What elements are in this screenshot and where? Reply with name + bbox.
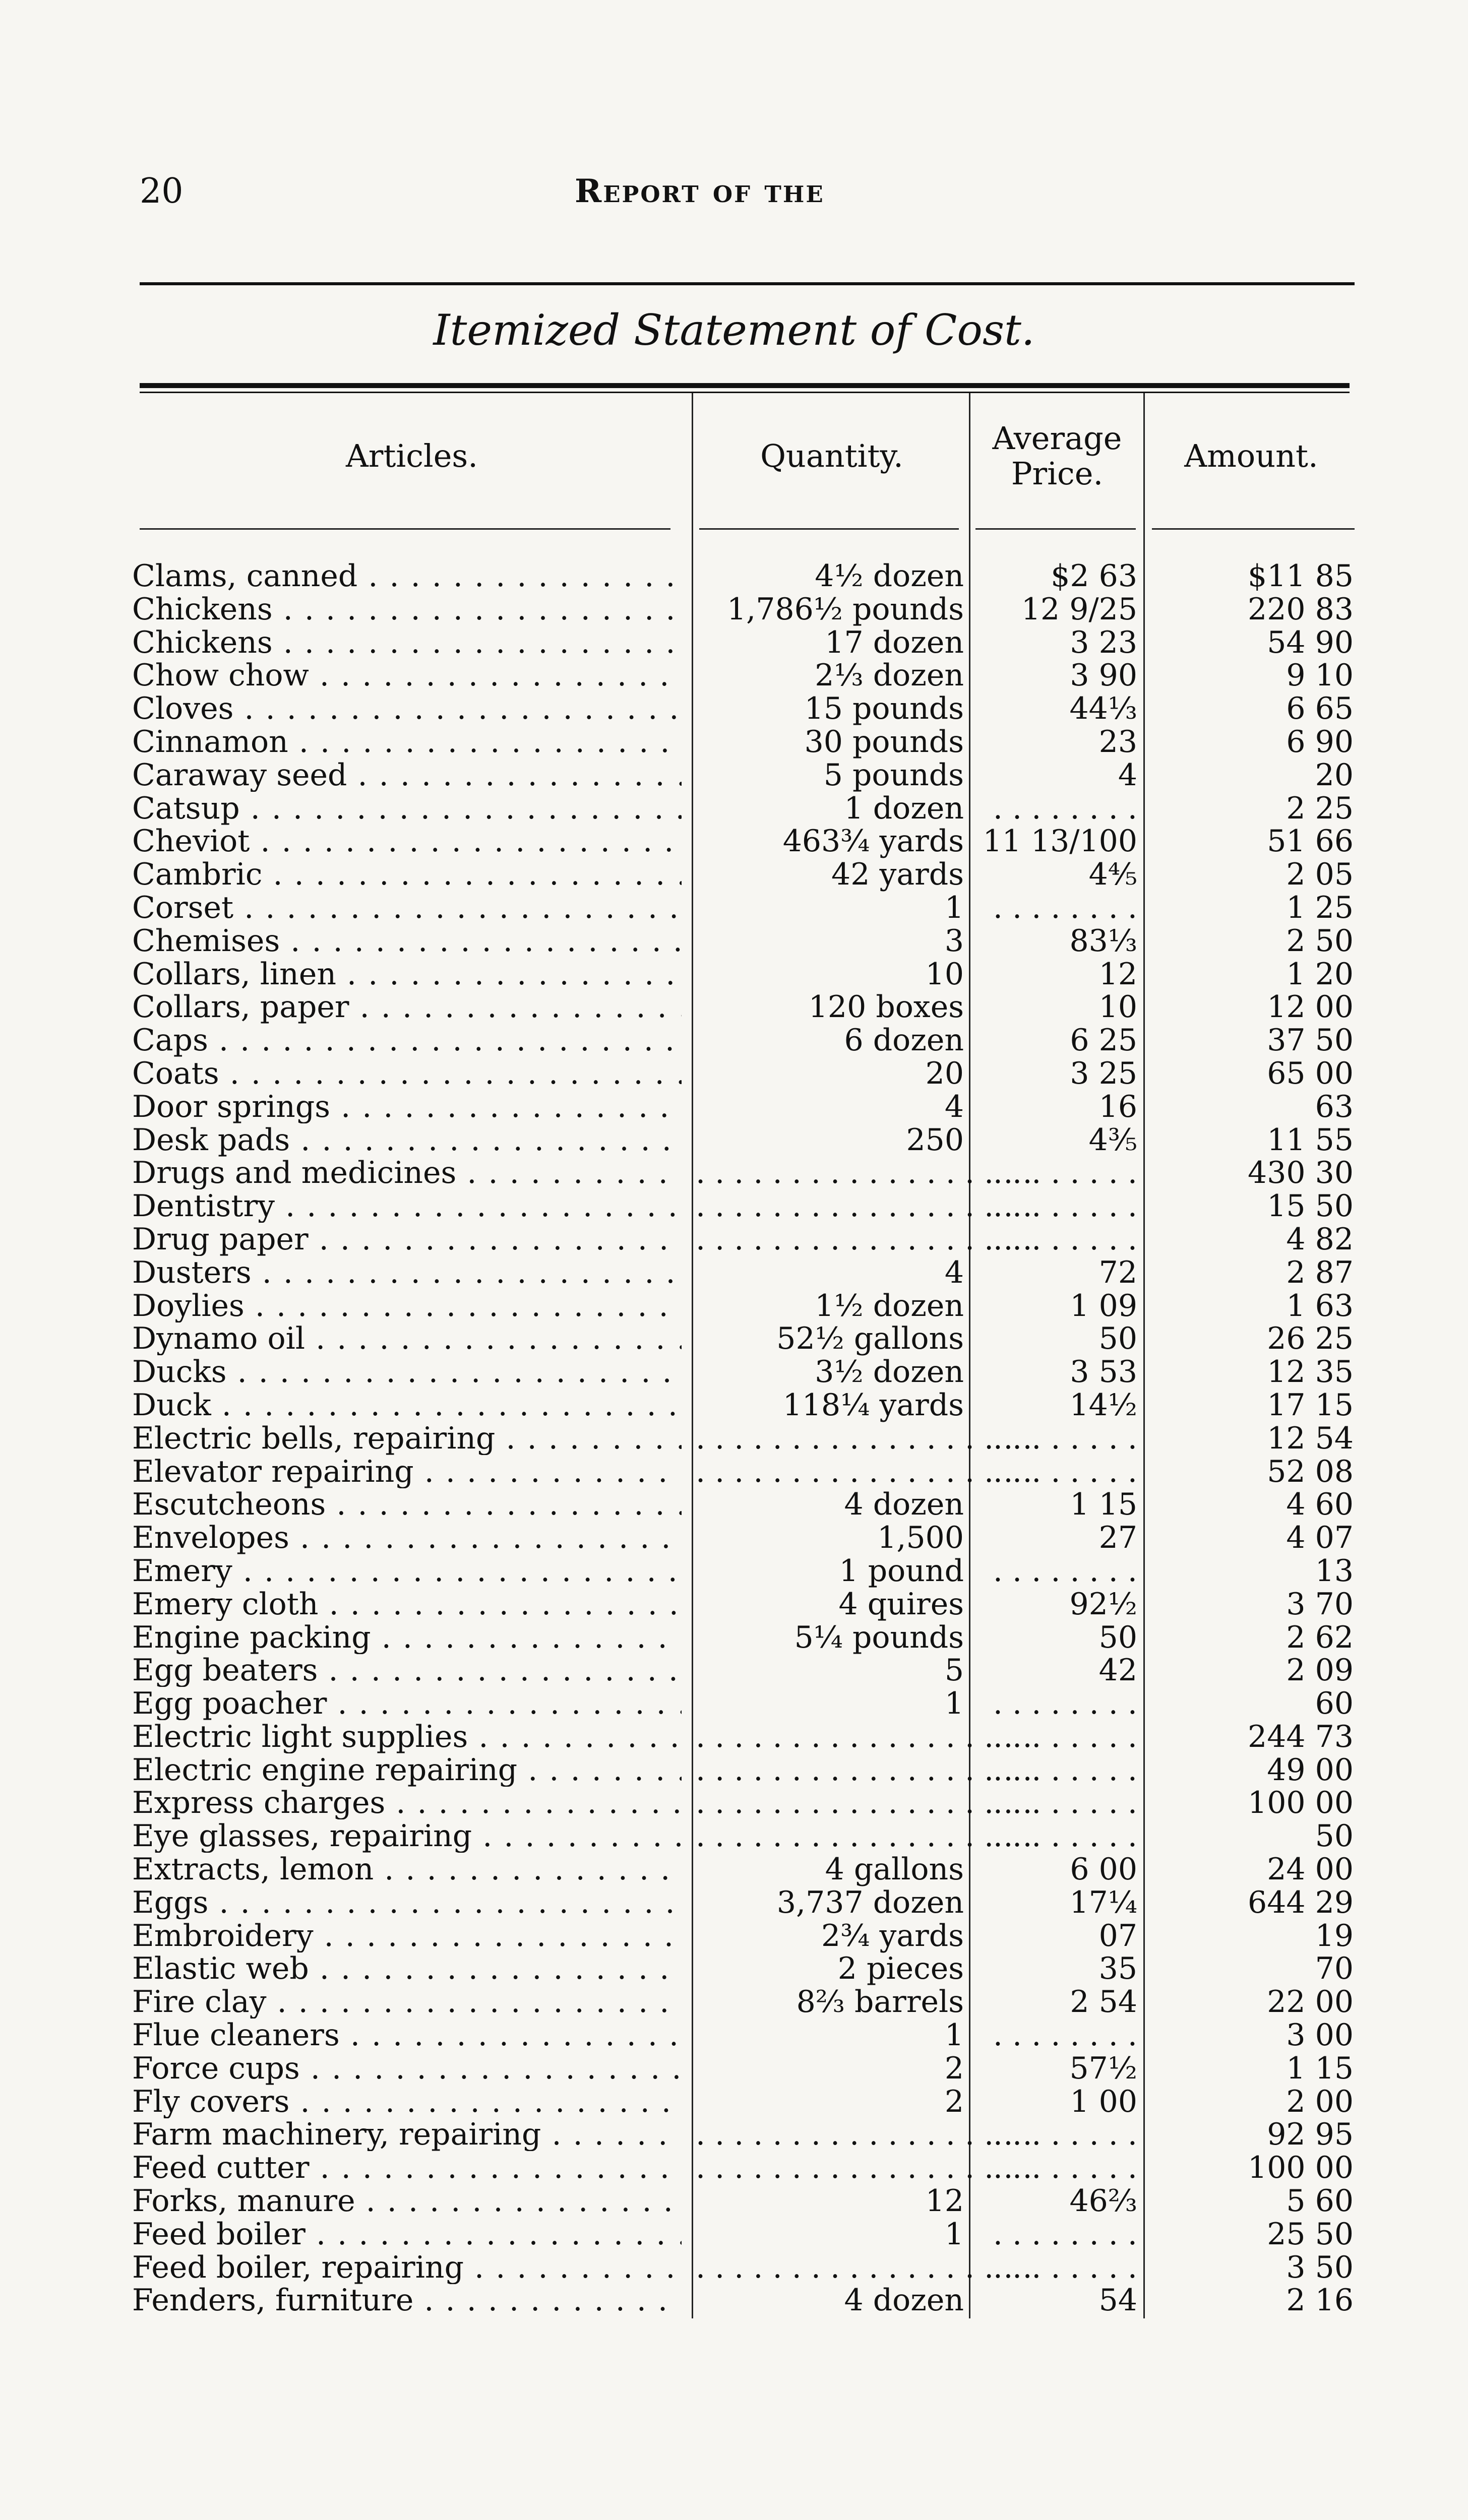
- amount-cell: 4 07: [1286, 1520, 1354, 1556]
- price-cell: 1 09: [1070, 1288, 1137, 1324]
- article-cell: Cheviot . . .: [132, 825, 682, 858]
- price-cell: 10: [1098, 989, 1137, 1025]
- quantity-cell: 4½ dozen: [815, 558, 964, 594]
- price-cell: . . . . . . . .: [993, 2216, 1137, 2252]
- table-row: [0, 1786, 1468, 1819]
- article-cell: Escutcheons . . .: [132, 1488, 682, 1521]
- amount-cell: 65 00: [1267, 1055, 1354, 1091]
- price-cell: . . . . . . . .: [993, 890, 1137, 925]
- quantity-cell: 2: [944, 2050, 964, 2086]
- statement-title: Itemized Statement of Cost.: [433, 305, 1035, 355]
- amount-cell: $11 85: [1248, 558, 1354, 594]
- amount-cell: 25 50: [1267, 2216, 1354, 2252]
- price-cell: . . . . . . . .: [993, 790, 1137, 826]
- price-cell: 54: [1098, 2283, 1137, 2318]
- table-top-rule: [140, 383, 1350, 388]
- table-row: [0, 792, 1468, 825]
- amount-cell: 52 08: [1267, 1454, 1354, 1489]
- price-cell: 27: [1098, 1520, 1137, 1556]
- amount-cell: 430 30: [1248, 1155, 1354, 1191]
- quantity-cell: . . . . . . . . . . . . . . . . . .: [696, 1454, 1032, 1489]
- price-cell: 11 13/100: [983, 824, 1137, 859]
- article-cell: Drug paper . . .: [132, 1223, 682, 1256]
- article-cell: Chickens . . .: [132, 593, 682, 626]
- quantity-cell: 5 pounds: [823, 757, 964, 793]
- table-row: [0, 1819, 1468, 1853]
- table-row: [0, 626, 1468, 659]
- amount-cell: 12 35: [1267, 1354, 1354, 1390]
- quantity-cell: 4 dozen: [844, 1487, 964, 1523]
- quantity-cell: 42 yards: [831, 857, 964, 893]
- quantity-cell: 17 dozen: [825, 624, 964, 660]
- price-cell: 57½: [1069, 2050, 1137, 2086]
- article-cell: Electric light supplies . . .: [132, 1720, 682, 1753]
- quantity-cell: 4 dozen: [844, 2283, 964, 2318]
- quantity-cell: 2¾ yards: [821, 1918, 964, 1954]
- column-header-articles: Articles.: [346, 437, 478, 474]
- table-row: [0, 2151, 1468, 2184]
- table-row: [0, 1521, 1468, 1554]
- quantity-cell: . . . . . . . . . . . . . . . . . .: [696, 2117, 1032, 2153]
- quantity-cell: . . . . . . . . . . . . . . . . . .: [696, 1420, 1032, 1456]
- price-cell: 07: [1098, 1918, 1137, 1954]
- article-cell: Force cups . . .: [132, 2052, 682, 2085]
- amount-cell: 2 09: [1286, 1653, 1354, 1688]
- quantity-cell: 4: [944, 1089, 964, 1124]
- amount-cell: 3 50: [1286, 2249, 1354, 2285]
- table-row: [0, 725, 1468, 759]
- article-cell: Door springs . . .: [132, 1090, 682, 1123]
- price-cell: . . . . . . . .: [993, 2117, 1137, 2153]
- article-cell: Eye glasses, repairing . . .: [132, 1819, 682, 1853]
- price-cell: 1 00: [1070, 2084, 1137, 2119]
- amount-cell: 3 70: [1286, 1586, 1354, 1622]
- quantity-cell: 4 gallons: [825, 1852, 964, 1887]
- price-cell: . . . . . . . .: [993, 2249, 1137, 2285]
- table-row: [0, 1189, 1468, 1223]
- price-cell: . . . . . . . .: [993, 2018, 1137, 2053]
- article-cell: Engine packing . . .: [132, 1621, 682, 1654]
- article-cell: Farm machinery, repairing . . .: [132, 2118, 682, 2151]
- quantity-cell: 1,786½ pounds: [726, 591, 964, 627]
- amount-cell: 6 90: [1286, 724, 1354, 760]
- amount-cell: 2 00: [1286, 2084, 1354, 2119]
- article-cell: Fire clay . . .: [132, 1985, 682, 2019]
- price-cell: $2 63: [1051, 558, 1137, 594]
- table-row: [0, 1886, 1468, 1919]
- table-row: [0, 2251, 1468, 2284]
- price-cell: 6 00: [1070, 1852, 1137, 1887]
- table-row: [0, 692, 1468, 725]
- article-cell: Embroidery . . .: [132, 1919, 682, 1952]
- article-cell: Collars, paper . . .: [132, 990, 682, 1024]
- quantity-cell: 3,737 dozen: [776, 1884, 964, 1920]
- price-cell: . . . . . . . .: [993, 1818, 1137, 1854]
- price-cell: 50: [1098, 1619, 1137, 1655]
- article-cell: Eggs . . .: [132, 1886, 682, 1919]
- amount-cell: 12 54: [1267, 1420, 1354, 1456]
- quantity-cell: . . . . . . . . . . . . . . . . . .: [696, 1752, 1032, 1788]
- table-row: [0, 1256, 1468, 1289]
- quantity-cell: 4 quires: [838, 1586, 964, 1622]
- article-cell: Fenders, furniture . . .: [132, 2284, 682, 2317]
- table-row: [0, 593, 1468, 626]
- amount-cell: 11 55: [1267, 1122, 1354, 1158]
- price-cell: 42: [1098, 1653, 1137, 1688]
- page-number: 20: [140, 171, 184, 211]
- amount-cell: 24 00: [1267, 1852, 1354, 1887]
- amount-cell: 1 25: [1286, 890, 1354, 925]
- table-row: [0, 1588, 1468, 1621]
- table-row: [0, 1289, 1468, 1322]
- price-cell: 3 90: [1070, 658, 1137, 694]
- table-row: [0, 825, 1468, 858]
- amount-cell: 50: [1315, 1818, 1354, 1854]
- table-row: [0, 958, 1468, 991]
- table-row: [0, 659, 1468, 692]
- article-cell: Envelopes . . .: [132, 1521, 682, 1554]
- table-row: [0, 2284, 1468, 2317]
- amount-cell: 5 60: [1286, 2183, 1354, 2219]
- article-cell: Feed boiler . . .: [132, 2218, 682, 2251]
- table-row: [0, 1621, 1468, 1654]
- table-row: [0, 891, 1468, 924]
- table-row: [0, 924, 1468, 958]
- header-underline: [975, 528, 1136, 530]
- quantity-cell: 1½ dozen: [815, 1288, 964, 1324]
- quantity-cell: 5¼ pounds: [794, 1619, 964, 1655]
- price-cell: 92½: [1069, 1586, 1137, 1622]
- quantity-cell: 6 dozen: [844, 1023, 964, 1058]
- amount-cell: 3 00: [1286, 2018, 1354, 2053]
- table-row: [0, 1355, 1468, 1389]
- article-cell: Forks, manure . . .: [132, 2184, 682, 2218]
- price-cell: 83⅓: [1069, 923, 1137, 959]
- article-cell: Coats . . .: [132, 1057, 682, 1090]
- price-cell: 3 53: [1070, 1354, 1137, 1390]
- table-row: [0, 1554, 1468, 1588]
- price-cell: 3 25: [1070, 1055, 1137, 1091]
- quantity-cell: 3: [944, 923, 964, 959]
- quantity-cell: . . . . . . . . . . . . . . . . . .: [696, 1785, 1032, 1821]
- table-row: [0, 2184, 1468, 2218]
- price-cell: 50: [1098, 1321, 1137, 1357]
- amount-cell: 63: [1315, 1089, 1354, 1124]
- cost-table-body: [0, 559, 1468, 2317]
- table-row: [0, 2052, 1468, 2085]
- amount-cell: 70: [1315, 1951, 1354, 1987]
- table-row: [0, 1223, 1468, 1256]
- quantity-cell: 120 boxes: [808, 989, 964, 1025]
- header-underline: [1152, 528, 1355, 530]
- quantity-cell: 3½ dozen: [815, 1354, 964, 1390]
- table-row: [0, 2019, 1468, 2052]
- amount-cell: 644 29: [1248, 1884, 1354, 1920]
- amount-cell: 2 05: [1286, 857, 1354, 893]
- article-cell: Elastic web . . .: [132, 1952, 682, 1985]
- quantity-cell: . . . . . . . . . . . . . . . . . .: [696, 1818, 1032, 1854]
- header-underline: [140, 528, 670, 530]
- price-cell: 46⅔: [1069, 2183, 1137, 2219]
- amount-cell: 2 87: [1286, 1254, 1354, 1290]
- article-cell: Collars, linen . . .: [132, 958, 682, 991]
- table-row: [0, 990, 1468, 1024]
- table-row: [0, 559, 1468, 593]
- price-cell: . . . . . . . .: [993, 1553, 1137, 1589]
- table-row: [0, 1753, 1468, 1787]
- article-cell: Fly covers . . .: [132, 2085, 682, 2118]
- amount-cell: 12 00: [1267, 989, 1354, 1025]
- table-row: [0, 1985, 1468, 2019]
- quantity-cell: . . . . . . . . . . . . . . . . . .: [696, 1221, 1032, 1257]
- amount-cell: 2 50: [1286, 923, 1354, 959]
- amount-cell: 22 00: [1267, 1984, 1354, 2020]
- article-cell: Elevator repairing . . .: [132, 1455, 682, 1488]
- article-cell: Duck . . .: [132, 1389, 682, 1422]
- quantity-cell: 12: [925, 2183, 964, 2219]
- quantity-cell: 30 pounds: [804, 724, 964, 760]
- price-cell: . . . . . . . .: [993, 1752, 1137, 1788]
- quantity-cell: 5: [944, 1653, 964, 1688]
- article-cell: Dusters . . .: [132, 1256, 682, 1289]
- article-cell: Clams, canned . . .: [132, 559, 682, 593]
- article-cell: Drugs and medicines . . .: [132, 1156, 682, 1189]
- article-cell: Emery . . .: [132, 1554, 682, 1588]
- article-cell: Catsup . . .: [132, 792, 682, 825]
- price-cell: 4: [1118, 757, 1137, 793]
- amount-cell: 37 50: [1267, 1023, 1354, 1058]
- price-cell: . . . . . . . .: [993, 1420, 1137, 1456]
- table-row: [0, 1455, 1468, 1488]
- amount-cell: 1 63: [1286, 1288, 1354, 1324]
- article-cell: Cambric . . .: [132, 858, 682, 891]
- column-header-average-price: Average Price.: [992, 420, 1122, 492]
- price-cell: 12: [1098, 956, 1137, 992]
- article-cell: Egg poacher . . .: [132, 1687, 682, 1720]
- article-cell: Feed cutter . . .: [132, 2151, 682, 2184]
- price-cell: 4⅘: [1088, 857, 1137, 893]
- price-cell: 72: [1098, 1254, 1137, 1290]
- table-row: [0, 1422, 1468, 1455]
- amount-cell: 2 25: [1286, 790, 1354, 826]
- quantity-cell: 52½ gallons: [776, 1321, 964, 1357]
- quantity-cell: . . . . . . . . . . . . . . . . . .: [696, 1188, 1032, 1224]
- table-row: [0, 1654, 1468, 1687]
- quantity-cell: 10: [925, 956, 964, 992]
- price-cell: . . . . . . . .: [993, 1719, 1137, 1754]
- price-cell: 3 23: [1070, 624, 1137, 660]
- quantity-cell: . . . . . . . . . . . . . . . . . .: [696, 2150, 1032, 2186]
- table-row: [0, 1090, 1468, 1123]
- quantity-cell: 2: [944, 2084, 964, 2119]
- article-cell: Corset . . .: [132, 891, 682, 924]
- amount-cell: 20: [1315, 757, 1354, 793]
- article-cell: Feed boiler, repairing . . .: [132, 2251, 682, 2284]
- table-top-rule-thin: [140, 392, 1350, 393]
- article-cell: Dentistry . . .: [132, 1189, 682, 1223]
- price-cell: 6 25: [1070, 1023, 1137, 1058]
- amount-cell: 2 16: [1286, 2283, 1354, 2318]
- column-header-amount: Amount.: [1184, 437, 1318, 474]
- article-cell: Express charges . . .: [132, 1786, 682, 1819]
- table-row: [0, 1322, 1468, 1355]
- price-cell: 16: [1098, 1089, 1137, 1124]
- article-cell: Caraway seed . . .: [132, 759, 682, 792]
- amount-cell: 26 25: [1267, 1321, 1354, 1357]
- amount-cell: 13: [1315, 1553, 1354, 1589]
- header-rule: [140, 282, 1355, 285]
- table-row: [0, 1123, 1468, 1157]
- price-cell: 4⅗: [1088, 1122, 1137, 1158]
- price-cell: . . . . . . . .: [993, 1454, 1137, 1489]
- table-row: [0, 1720, 1468, 1753]
- price-cell: 23: [1098, 724, 1137, 760]
- price-cell: 35: [1098, 1951, 1137, 1987]
- amount-cell: 220 83: [1248, 591, 1354, 627]
- quantity-cell: 2⅓ dozen: [815, 658, 964, 694]
- amount-cell: 19: [1315, 1918, 1354, 1954]
- table-row: [0, 1952, 1468, 1985]
- amount-cell: 51 66: [1267, 824, 1354, 859]
- article-cell: Electric engine repairing . . .: [132, 1753, 682, 1787]
- amount-cell: 244 73: [1248, 1719, 1354, 1754]
- table-row: [0, 1488, 1468, 1521]
- quantity-cell: . . . . . . . . . . . . . . . . . .: [696, 2249, 1032, 2285]
- header-underline: [699, 528, 959, 530]
- quantity-cell: 1: [944, 2216, 964, 2252]
- quantity-cell: . . . . . . . . . . . . . . . . . .: [696, 1719, 1032, 1754]
- table-row: [0, 2085, 1468, 2118]
- article-cell: Desk pads . . .: [132, 1123, 682, 1157]
- table-row: [0, 1024, 1468, 1057]
- quantity-cell: 250: [906, 1122, 964, 1158]
- amount-cell: 9 10: [1286, 658, 1354, 694]
- column-header-quantity: Quantity.: [760, 437, 903, 474]
- amount-cell: 60: [1315, 1686, 1354, 1722]
- quantity-cell: 2 pieces: [837, 1951, 964, 1987]
- amount-cell: 54 90: [1267, 624, 1354, 660]
- amount-cell: 1 20: [1286, 956, 1354, 992]
- article-cell: Dynamo oil . . .: [132, 1322, 682, 1355]
- quantity-cell: 20: [925, 1055, 964, 1091]
- amount-cell: 6 65: [1286, 691, 1354, 727]
- amount-cell: 2 62: [1286, 1619, 1354, 1655]
- table-row: [0, 2118, 1468, 2151]
- price-cell: . . . . . . . .: [993, 1785, 1137, 1821]
- price-cell: . . . . . . . .: [993, 1686, 1137, 1722]
- quantity-cell: 1 pound: [839, 1553, 964, 1589]
- article-cell: Chemises . . .: [132, 924, 682, 958]
- article-cell: Chickens . . .: [132, 626, 682, 659]
- quantity-cell: 463¾ yards: [782, 824, 964, 859]
- quantity-cell: 1,500: [877, 1520, 964, 1556]
- amount-cell: 17 15: [1267, 1387, 1354, 1423]
- article-cell: Egg beaters . . .: [132, 1654, 682, 1687]
- article-cell: Cinnamon . . .: [132, 725, 682, 759]
- quantity-cell: 8⅔ barrels: [796, 1984, 964, 2020]
- table-row: [0, 1389, 1468, 1422]
- price-cell: . . . . . . . .: [993, 1221, 1137, 1257]
- article-cell: Caps . . .: [132, 1024, 682, 1057]
- article-cell: Flue cleaners . . .: [132, 2019, 682, 2052]
- article-cell: Extracts, lemon . . .: [132, 1853, 682, 1886]
- amount-cell: 4 60: [1286, 1487, 1354, 1523]
- amount-cell: 49 00: [1267, 1752, 1354, 1788]
- quantity-cell: 15 pounds: [804, 691, 964, 727]
- article-cell: Electric bells, repairing . . .: [132, 1422, 682, 1455]
- amount-cell: 15 50: [1267, 1188, 1354, 1224]
- table-row: [0, 1057, 1468, 1090]
- table-row: [0, 2218, 1468, 2251]
- table-row: [0, 1687, 1468, 1720]
- table-row: [0, 1156, 1468, 1189]
- quantity-cell: 1 dozen: [844, 790, 964, 826]
- amount-cell: 100 00: [1248, 1785, 1354, 1821]
- quantity-cell: 1: [944, 2018, 964, 2053]
- price-cell: . . . . . . . .: [993, 1188, 1137, 1224]
- quantity-cell: 1: [944, 890, 964, 925]
- price-cell: 44⅓: [1069, 691, 1137, 727]
- price-cell: 2 54: [1070, 1984, 1137, 2020]
- price-cell: . . . . . . . .: [993, 2150, 1137, 2186]
- amount-cell: 92 95: [1267, 2117, 1354, 2153]
- amount-cell: 1 15: [1286, 2050, 1354, 2086]
- running-head: Report of the: [575, 172, 825, 210]
- quantity-cell: 118¼ yards: [782, 1387, 964, 1423]
- table-row: [0, 759, 1468, 792]
- price-cell: 14½: [1069, 1387, 1137, 1423]
- price-cell: 1 15: [1070, 1487, 1137, 1523]
- price-cell: . . . . . . . .: [993, 1155, 1137, 1191]
- article-cell: Emery cloth . . .: [132, 1588, 682, 1621]
- article-cell: Doylies . . .: [132, 1289, 682, 1322]
- quantity-cell: . . . . . . . . . . . . . . . . . .: [696, 1155, 1032, 1191]
- price-cell: 12 9/25: [1021, 591, 1137, 627]
- table-row: [0, 858, 1468, 891]
- article-cell: Cloves . . .: [132, 692, 682, 725]
- table-row: [0, 1853, 1468, 1886]
- table-row: [0, 1919, 1468, 1952]
- article-cell: Chow chow . . .: [132, 659, 682, 692]
- quantity-cell: 1: [944, 1686, 964, 1722]
- quantity-cell: 4: [944, 1254, 964, 1290]
- amount-cell: 4 82: [1286, 1221, 1354, 1257]
- price-cell: 17¼: [1069, 1884, 1137, 1920]
- amount-cell: 100 00: [1248, 2150, 1354, 2186]
- article-cell: Ducks . . .: [132, 1355, 682, 1389]
